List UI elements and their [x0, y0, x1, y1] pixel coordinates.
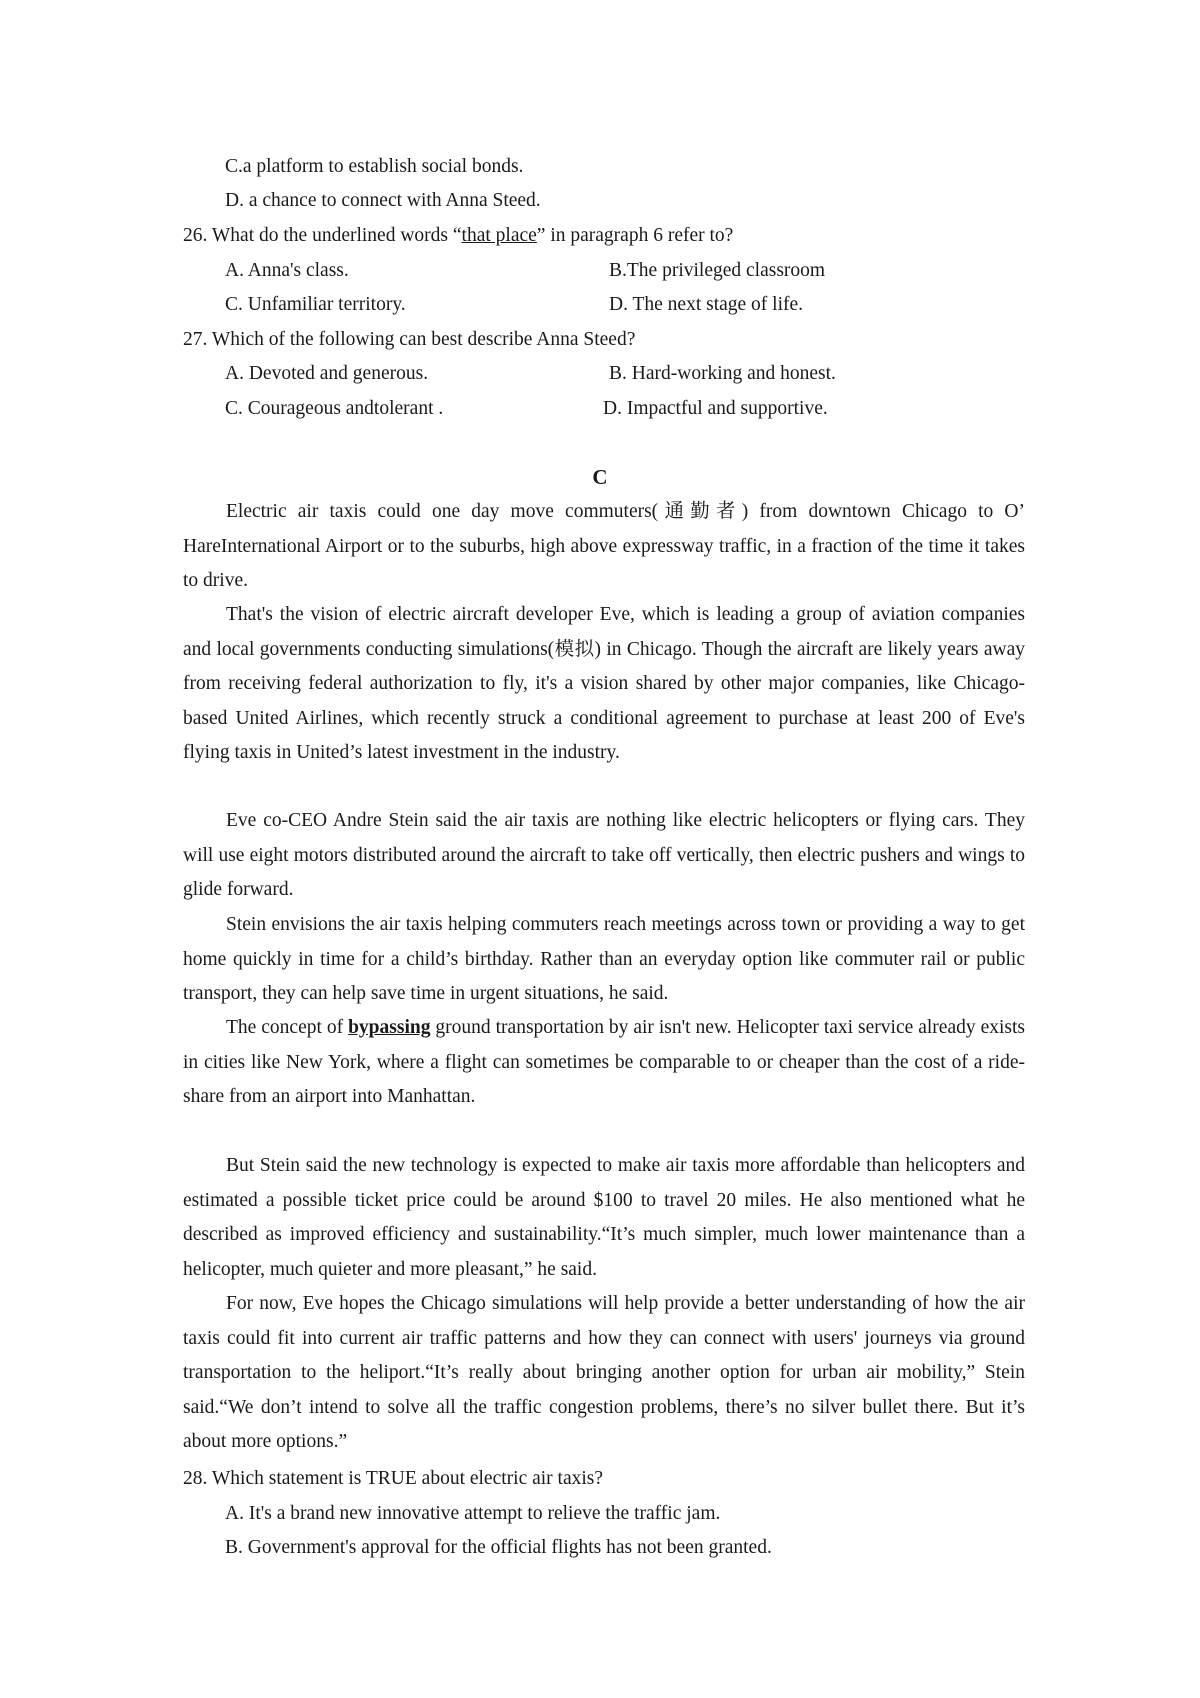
passage-paragraph-5: [183, 1011, 1025, 1115]
q26-stem-before: 26. What do the underlined words “: [183, 225, 462, 246]
passage-paragraph-4: Stein envisions the air taxis helping commuters reach meetings across town or providing a way to get home quickly in time for a child’s birthday. Rather than an everyday option like commuter rail or public transport, they can help save time in urgent situations, he said.: [183, 914, 1025, 1004]
q26-option-c: C. Unfamiliar territory.: [225, 294, 406, 315]
p5-text-after: ground transportation by air isn't new. Helicopter taxi service already exists in cities like New York, where a flight can sometimes be comparable to or cheaper than the cost of a ride-share from an airport into Manhattan.: [183, 1017, 1025, 1107]
p5-highlighted-word: bypassing: [348, 1017, 431, 1038]
q28-option-b: B. Government's approval for the official flights has not been granted.: [225, 1537, 772, 1558]
q26-option-a: A. Anna's class.: [225, 260, 349, 281]
q26-stem: [183, 224, 733, 248]
q26-option-b: B.The privileged classroom: [609, 260, 826, 281]
q27-option-a: A. Devoted and generous.: [225, 363, 429, 384]
passage-paragraph-1: Electric air taxis could one day move commuters(通勤者) from downtown Chicago to O’ HareInternational Airport or to the suburbs, high above expressway traffic, in a fraction of the time it takes to drive.: [183, 501, 1025, 591]
q28-option-a: A. It's a brand new innovative attempt to relieve the traffic jam.: [225, 1503, 721, 1524]
passage-paragraph-3: Eve co-CEO Andre Stein said the air taxis are nothing like electric helicopters or flying cars. They will use eight motors distributed around the aircraft to take off vertically, then electric pushers and wings to glide forward.: [183, 810, 1025, 900]
q27-stem: 27. Which of the following can best describe Anna Steed?: [183, 329, 636, 350]
q26-option-d: D. The next stage of life.: [609, 294, 804, 315]
section-heading: C: [592, 465, 608, 489]
q27-option-d: D. Impactful and supportive.: [603, 398, 828, 419]
q27-option-c: C. Courageous andtolerant .: [225, 398, 444, 419]
q25-option-c: C.a platform to establish social bonds.: [225, 156, 524, 177]
q26-stem-after: ” in paragraph 6 refer to?: [536, 225, 734, 246]
passage-paragraph-2: That's the vision of electric aircraft developer Eve, which is leading a group of aviation companies and local governments conducting simulations(模拟) in Chicago. Though the aircraft are likely years away from receiving federal authorization to fly, it's a vision shared by other major companies, like Chicago-based United Airlines, which recently struck a conditional agreement to purchase at least 200 of Eve's flying taxis in United’s latest investment in the industry.: [183, 604, 1025, 763]
passage-paragraph-6: But Stein said the new technology is expected to make air taxis more affordable than helicopters and estimated a possible ticket price could be around $100 to travel 20 miles. He also mentioned what he described as improved efficiency and sustainability.“It’s much simpler, much lower maintenance than a helicopter, much quieter and more pleasant,” he said.: [183, 1155, 1025, 1280]
q26-underlined-phrase: that place: [461, 225, 537, 246]
q27-option-b: B. Hard-working and honest.: [609, 363, 836, 384]
passage-paragraph-7: For now, Eve hopes the Chicago simulations will help provide a better understanding of how the air taxis could fit into current air traffic patterns and how they can connect with users' journeys via ground transportation to the heliport.“It’s really about bringing another option for urban air mobility,” Stein said.“We don’t intend to solve all the traffic congestion problems, there’s no silver bullet there. But it’s about more options.”: [183, 1293, 1025, 1452]
p5-text-before: The concept of: [226, 1017, 349, 1038]
q25-option-d: D. a chance to connect with Anna Steed.: [225, 190, 541, 211]
q28-stem: 28. Which statement is TRUE about electric air taxis?: [183, 1468, 604, 1489]
